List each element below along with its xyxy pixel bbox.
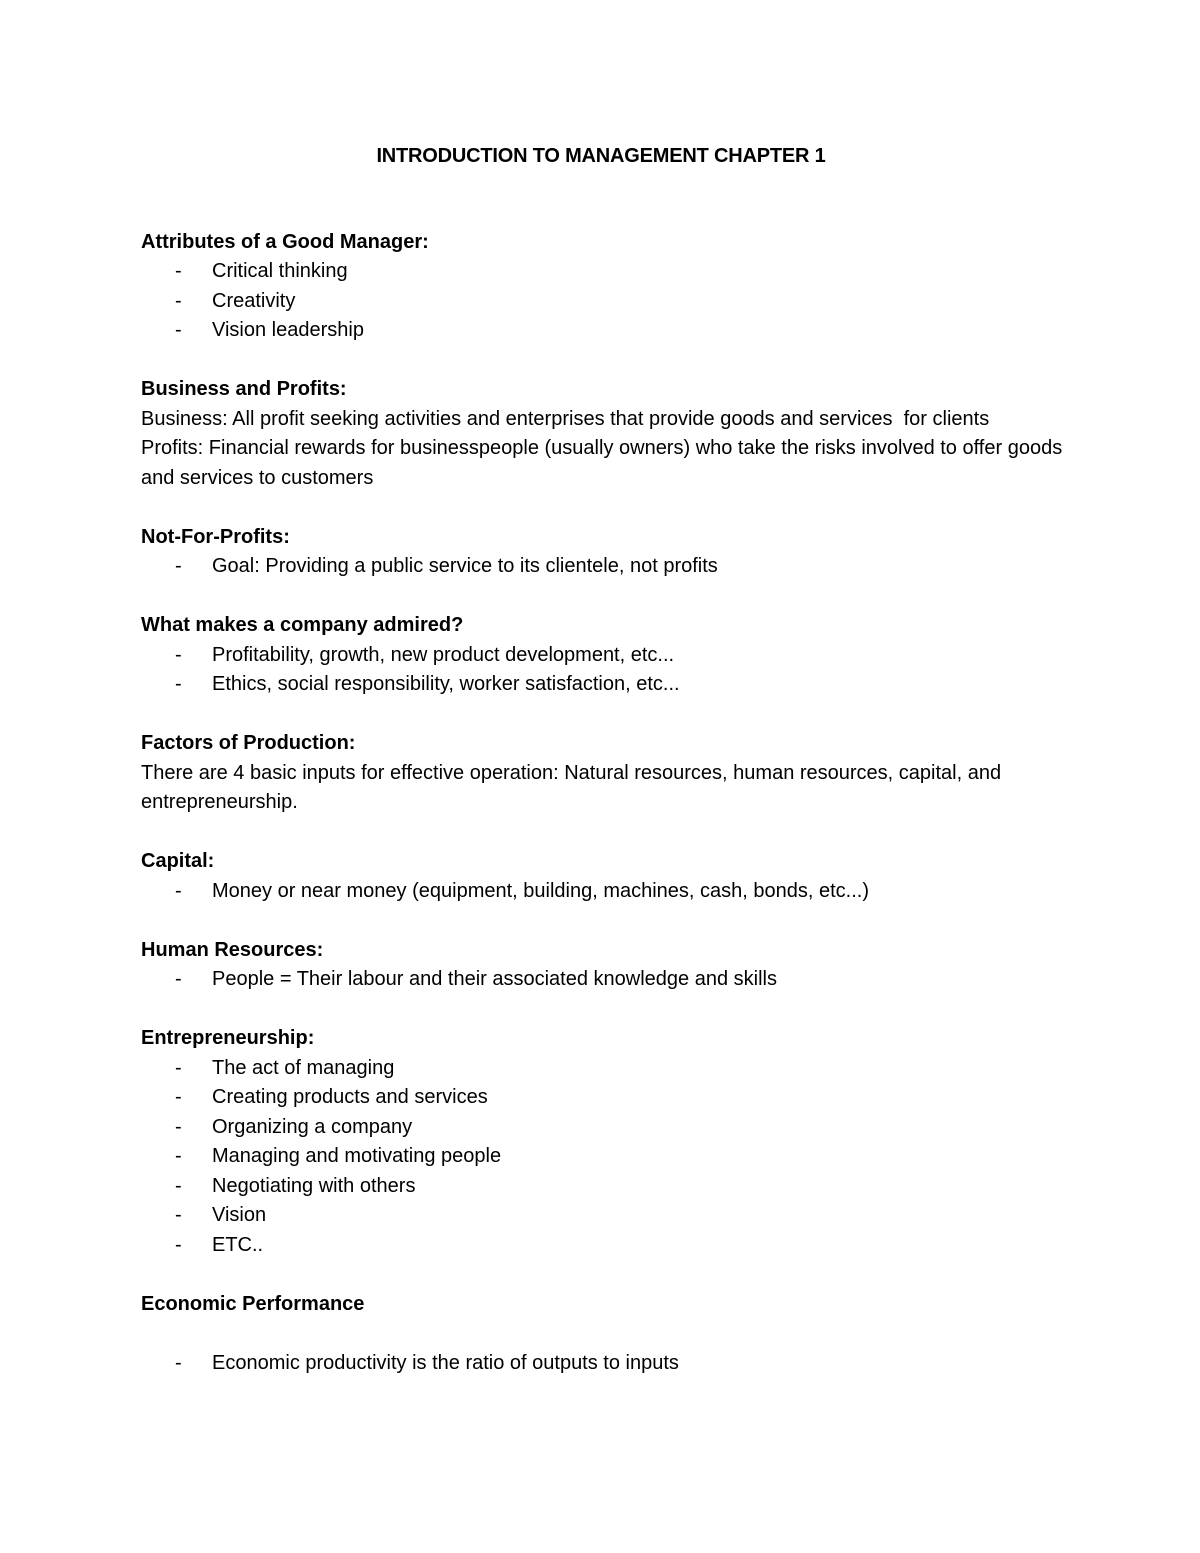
- section-heading: What makes a company admired?: [141, 614, 464, 636]
- document-content: [141, 142, 1071, 1408]
- dash-bullet: -: [175, 1233, 182, 1256]
- list-item-text: People = Their labour and their associated knowledge and skills: [212, 968, 777, 990]
- section-attributes: [141, 228, 1071, 346]
- list-item: [141, 1231, 1071, 1261]
- section-heading: Business and Profits:: [141, 378, 347, 400]
- list-item: [141, 287, 1071, 317]
- section-heading: Factors of Production:: [141, 732, 356, 754]
- bullet-list: [141, 1054, 1071, 1261]
- dash-bullet: -: [175, 260, 182, 282]
- dash-bullet: -: [175, 879, 182, 902]
- section-business-profits: [141, 375, 1071, 493]
- list-item-text: Goal: Providing a public service to its clientele, not profits: [212, 555, 718, 577]
- bullet-list: [141, 257, 1071, 346]
- list-item: [141, 877, 1071, 907]
- list-item: [141, 641, 1071, 671]
- paragraph-business: Business: All profit seeking activities and enterprises that provide goods and services for clients: [141, 407, 990, 430]
- dash-bullet: -: [175, 555, 182, 577]
- list-item: [141, 670, 1071, 700]
- section-entrepreneurship: [141, 1024, 1071, 1260]
- dash-bullet: -: [175, 673, 182, 695]
- dash-bullet: -: [175, 1145, 182, 1167]
- list-item: [141, 1349, 1071, 1379]
- paragraph-profits: Profits: Financial rewards for businesspeople (usually owners) who take the risks involved to offer goods and services to customers: [141, 437, 1068, 489]
- section-not-for-profits: [141, 523, 1071, 582]
- dash-bullet: -: [175, 319, 182, 341]
- list-item-text: ETC..: [212, 1233, 264, 1256]
- section-heading: Not-For-Profits:: [141, 525, 290, 548]
- list-item-text: Negotiating with others: [212, 1174, 416, 1197]
- list-item: [141, 316, 1071, 346]
- list-item: [141, 1142, 1071, 1172]
- list-item-text: Money or near money (equipment, building, machines, cash, bonds, etc...): [212, 879, 870, 902]
- dash-bullet: -: [175, 643, 182, 666]
- list-item-text: Vision: [212, 1204, 267, 1226]
- list-item: [141, 552, 1071, 582]
- dash-bullet: -: [175, 1174, 182, 1197]
- bullet-list: [141, 965, 1071, 995]
- bullet-list: [141, 552, 1071, 582]
- dash-bullet: -: [175, 1115, 182, 1138]
- list-item-text: Vision leadership: [212, 319, 364, 341]
- list-item: [141, 1201, 1071, 1231]
- bullet-list: [141, 641, 1071, 700]
- list-item-text: Ethics, social responsibility, worker satisfaction, etc...: [212, 673, 680, 695]
- dash-bullet: -: [175, 1351, 182, 1374]
- section-heading: Entrepreneurship:: [141, 1027, 315, 1049]
- list-item-text: Creating products and services: [212, 1086, 488, 1108]
- list-item: [141, 1083, 1071, 1113]
- section-heading: Capital:: [141, 850, 215, 872]
- section-factors-of-production: [141, 729, 1071, 818]
- dash-bullet: -: [175, 1204, 182, 1226]
- list-item: [141, 1172, 1071, 1202]
- list-item-text: Organizing a company: [212, 1115, 413, 1138]
- document-title: INTRODUCTION TO MANAGEMENT CHAPTER 1: [376, 145, 826, 167]
- paragraph-factors: There are 4 basic inputs for effective operation: Natural resources, human resources, capital, and entrepreneurship.: [141, 761, 1007, 813]
- section-heading: Human Resources:: [141, 938, 324, 961]
- section-heading: Attributes of a Good Manager:: [141, 230, 429, 253]
- list-item-text: Critical thinking: [212, 260, 348, 282]
- list-item: [141, 257, 1071, 287]
- list-item-text: Creativity: [212, 289, 296, 312]
- dash-bullet: -: [175, 289, 182, 312]
- section-economic-performance: [141, 1290, 1071, 1379]
- list-item-text: Managing and motivating people: [212, 1145, 502, 1167]
- dash-bullet: -: [175, 1086, 182, 1108]
- dash-bullet: -: [175, 968, 182, 990]
- list-item-text: The act of managing: [212, 1056, 395, 1079]
- list-item: [141, 1054, 1071, 1084]
- section-heading: Economic Performance: [141, 1292, 365, 1315]
- section-human-resources: [141, 936, 1071, 995]
- bullet-list: [141, 877, 1071, 907]
- section-company-admired: [141, 611, 1071, 700]
- list-item-text: Economic productivity is the ratio of outputs to inputs: [212, 1351, 679, 1374]
- section-capital: [141, 847, 1071, 906]
- list-item-text: Profitability, growth, new product development, etc...: [212, 643, 675, 666]
- dash-bullet: -: [175, 1056, 182, 1079]
- list-item: [141, 1113, 1071, 1143]
- bullet-list: [141, 1349, 1071, 1379]
- list-item: [141, 965, 1071, 995]
